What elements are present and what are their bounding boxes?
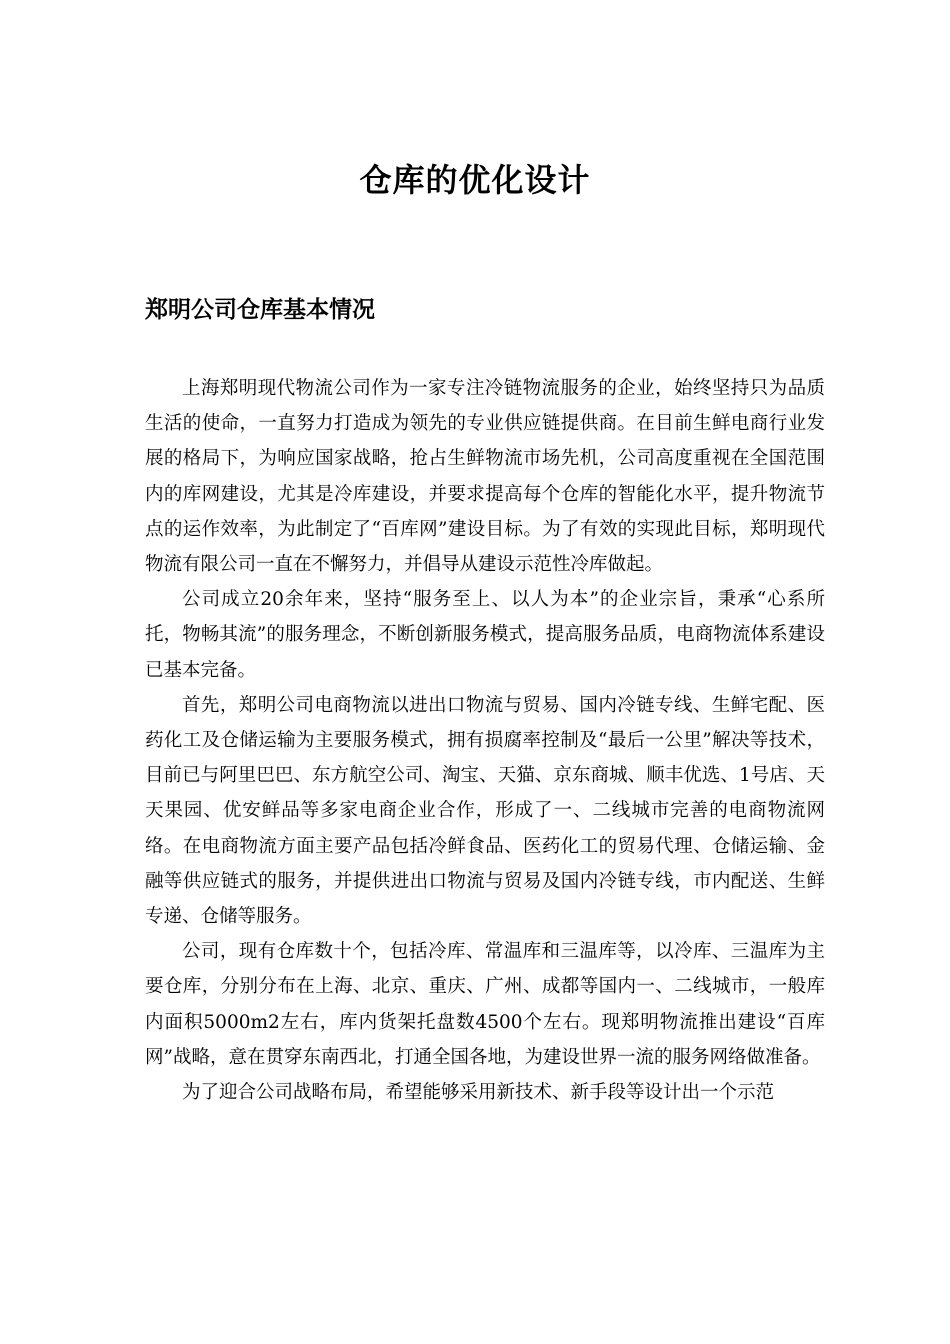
paragraph-3: 首先，郑明公司电商物流以进出口物流与贸易、国内冷链专线、生鲜宅配、医药化工及仓储运输为主要服务模式，拥有损腐率控制及“最后一公里”解决等技术，目前已与阿里巴巴、东方航空公司、淘宝、天猫、京东商城、顺丰优选、1号店、天天果园、优安鲜品等多家电商企业合作，形成了一、二线城市完善的电商物流网络。在电商物流方面主要产品包括冷鲜食品、医药化工的贸易代理、仓储运输、金融等供应链式的服务，并提供进出口物流与贸易及国内冷链专线，市内配送、生鲜专递、仓储等服务。 bbox=[145, 694, 825, 928]
section-heading: 郑明公司仓库基本情况 bbox=[145, 297, 375, 323]
body-text bbox=[145, 371, 825, 1110]
paragraph-2: 公司成立20余年来，坚持“服务至上、以人为本”的企业宗旨，秉承“心系所托，物畅其流”的服务理念，不断创新服务模式，提高服务品质，电商物流体系建设已基本完备。 bbox=[145, 589, 825, 681]
paragraph-1: 上海郑明现代物流公司作为一家专注冷链物流服务的企业，始终坚持只为品质生活的使命，一直努力打造成为领先的专业供应链提供商。在目前生鲜电商行业发展的格局下，为响应国家战略，抢占生鲜物流市场先机，公司高度重视在全国范围内的库网建设，尤其是冷库建设，并要求提高每个仓库的智能化水平，提升物流节点的运作效率，为此制定了“百库网”建设目标。为了有效的实现此目标，郑明现代物流有限公司一直在不懈努力，并倡导从建设示范性冷库做起。 bbox=[145, 378, 825, 576]
paragraph-4: 公司，现有仓库数十个，包括冷库、常温库和三温库等，以冷库、三温库为主要仓库，分别分布在上海、北京、重庆、广州、成都等国内一、二线城市，一般库内面积5000m2左右，库内货架托盘数4500个左右。现郑明物流推出建设“百库网”战略，意在贯穿东南西北，打通全国各地，为建设世界一流的服务网络做准备。 bbox=[145, 941, 825, 1068]
document-title: 仓库的优化设计 bbox=[359, 161, 591, 199]
paragraph-5: 为了迎合公司战略布局，希望能够采用新技术、新手段等设计出一个示范 bbox=[182, 1082, 775, 1104]
